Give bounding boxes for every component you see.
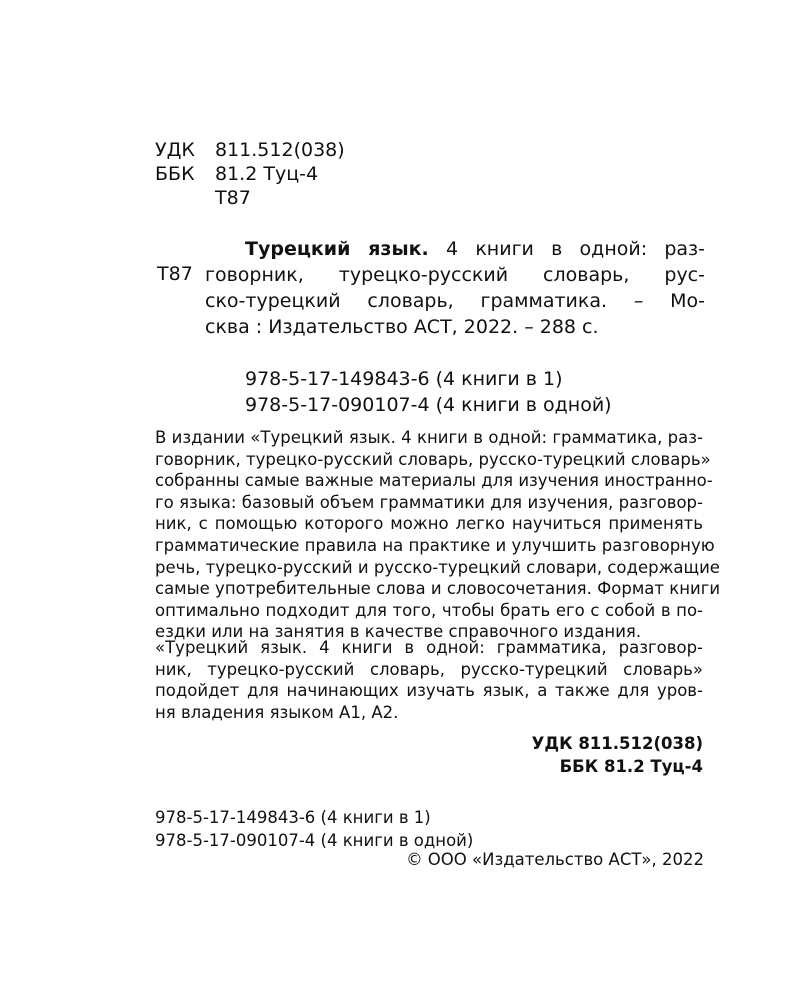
classification-codes-right [532,732,703,778]
abstract-line: го языка: базовый объем грамматики для изучения, разговор- [155,492,703,512]
bbk-value: 81.2 Туц-4 [215,163,319,185]
isbn-1: 978-5-17-149843-6 (4 книги в 1) [245,368,563,390]
abstract-line: «Турецкий язык. 4 книги в одной: грамматика, разговор- [155,638,703,657]
bibliographic-description [205,236,705,340]
isbn-bottom-2: 978-5-17-090107-4 (4 книги в одной) [155,831,474,850]
abstract-line: оптимально подходит для того, чтобы брать его с собой в по- [155,600,703,620]
abstract-line: собранны самые важные материалы для изучения иностранно- [155,471,713,491]
book-title: Турецкий язык. [245,238,429,260]
abstract-line: речь, турецко-русский и русско-турецкий словари, содержащие [155,557,720,577]
bib-line-1: Турецкий язык. 4 книги в одной: раз- [245,238,705,260]
isbn-2: 978-5-17-090107-4 (4 книги в одной) [245,394,612,416]
abstract-line: ня владения языком А1, А2. [155,702,399,722]
udk-code-right: УДК 811.512(038) [531,734,703,753]
abstract-paragraph-1 [155,427,721,643]
abstract-line: самые употребительные слова и словосочетания. Формат книги [155,579,721,599]
abstract-line: ник, с помощью которого можно легко научиться применять [155,514,703,534]
abstract-paragraph-2 [155,637,703,723]
isbn-bottom-1: 978-5-17-149843-6 (4 книги в 1) [155,808,431,827]
bib-author-code: Т87 [157,263,193,285]
abstract-line: ник, турецко-русский словарь, русско-турецкий словарь» [155,659,703,679]
bib-line-2: говорник, турецко-русский словарь, рус- [205,264,705,286]
abstract-line: грамматические правила на практике и улучшить разговорную [155,535,715,555]
author-code-line [155,186,251,210]
isbn-bottom-block [155,806,473,852]
bib-line-3: ско-турецкий словарь, грамматика. – Мо- [205,290,705,312]
copyright-notice: © ООО «Издательство АСТ», 2022 [406,850,704,869]
author-code: Т87 [215,187,251,209]
abstract-line: В издании «Турецкий язык. 4 книги в одной: грамматика, раз- [155,428,703,447]
udk-label: УДК [155,139,195,161]
bbk-label: ББК [155,163,195,185]
bbk-code-right: ББК 81.2 Туц-4 [559,757,703,776]
udk-value: 811.512(038) [215,139,345,161]
bbk-line [155,162,318,186]
abstract-line: ездки или на занятия в качестве справочного издания. [155,622,642,642]
abstract-line: подойдет для начинающих изучать язык, а также для уров- [155,681,703,701]
udk-line [155,138,345,162]
bib-line-4: сква : Издательство АСТ, 2022. – 288 с. [205,316,599,338]
abstract-line: говорник, турецко-русский словарь, русско-турецкий словарь» [155,449,711,469]
